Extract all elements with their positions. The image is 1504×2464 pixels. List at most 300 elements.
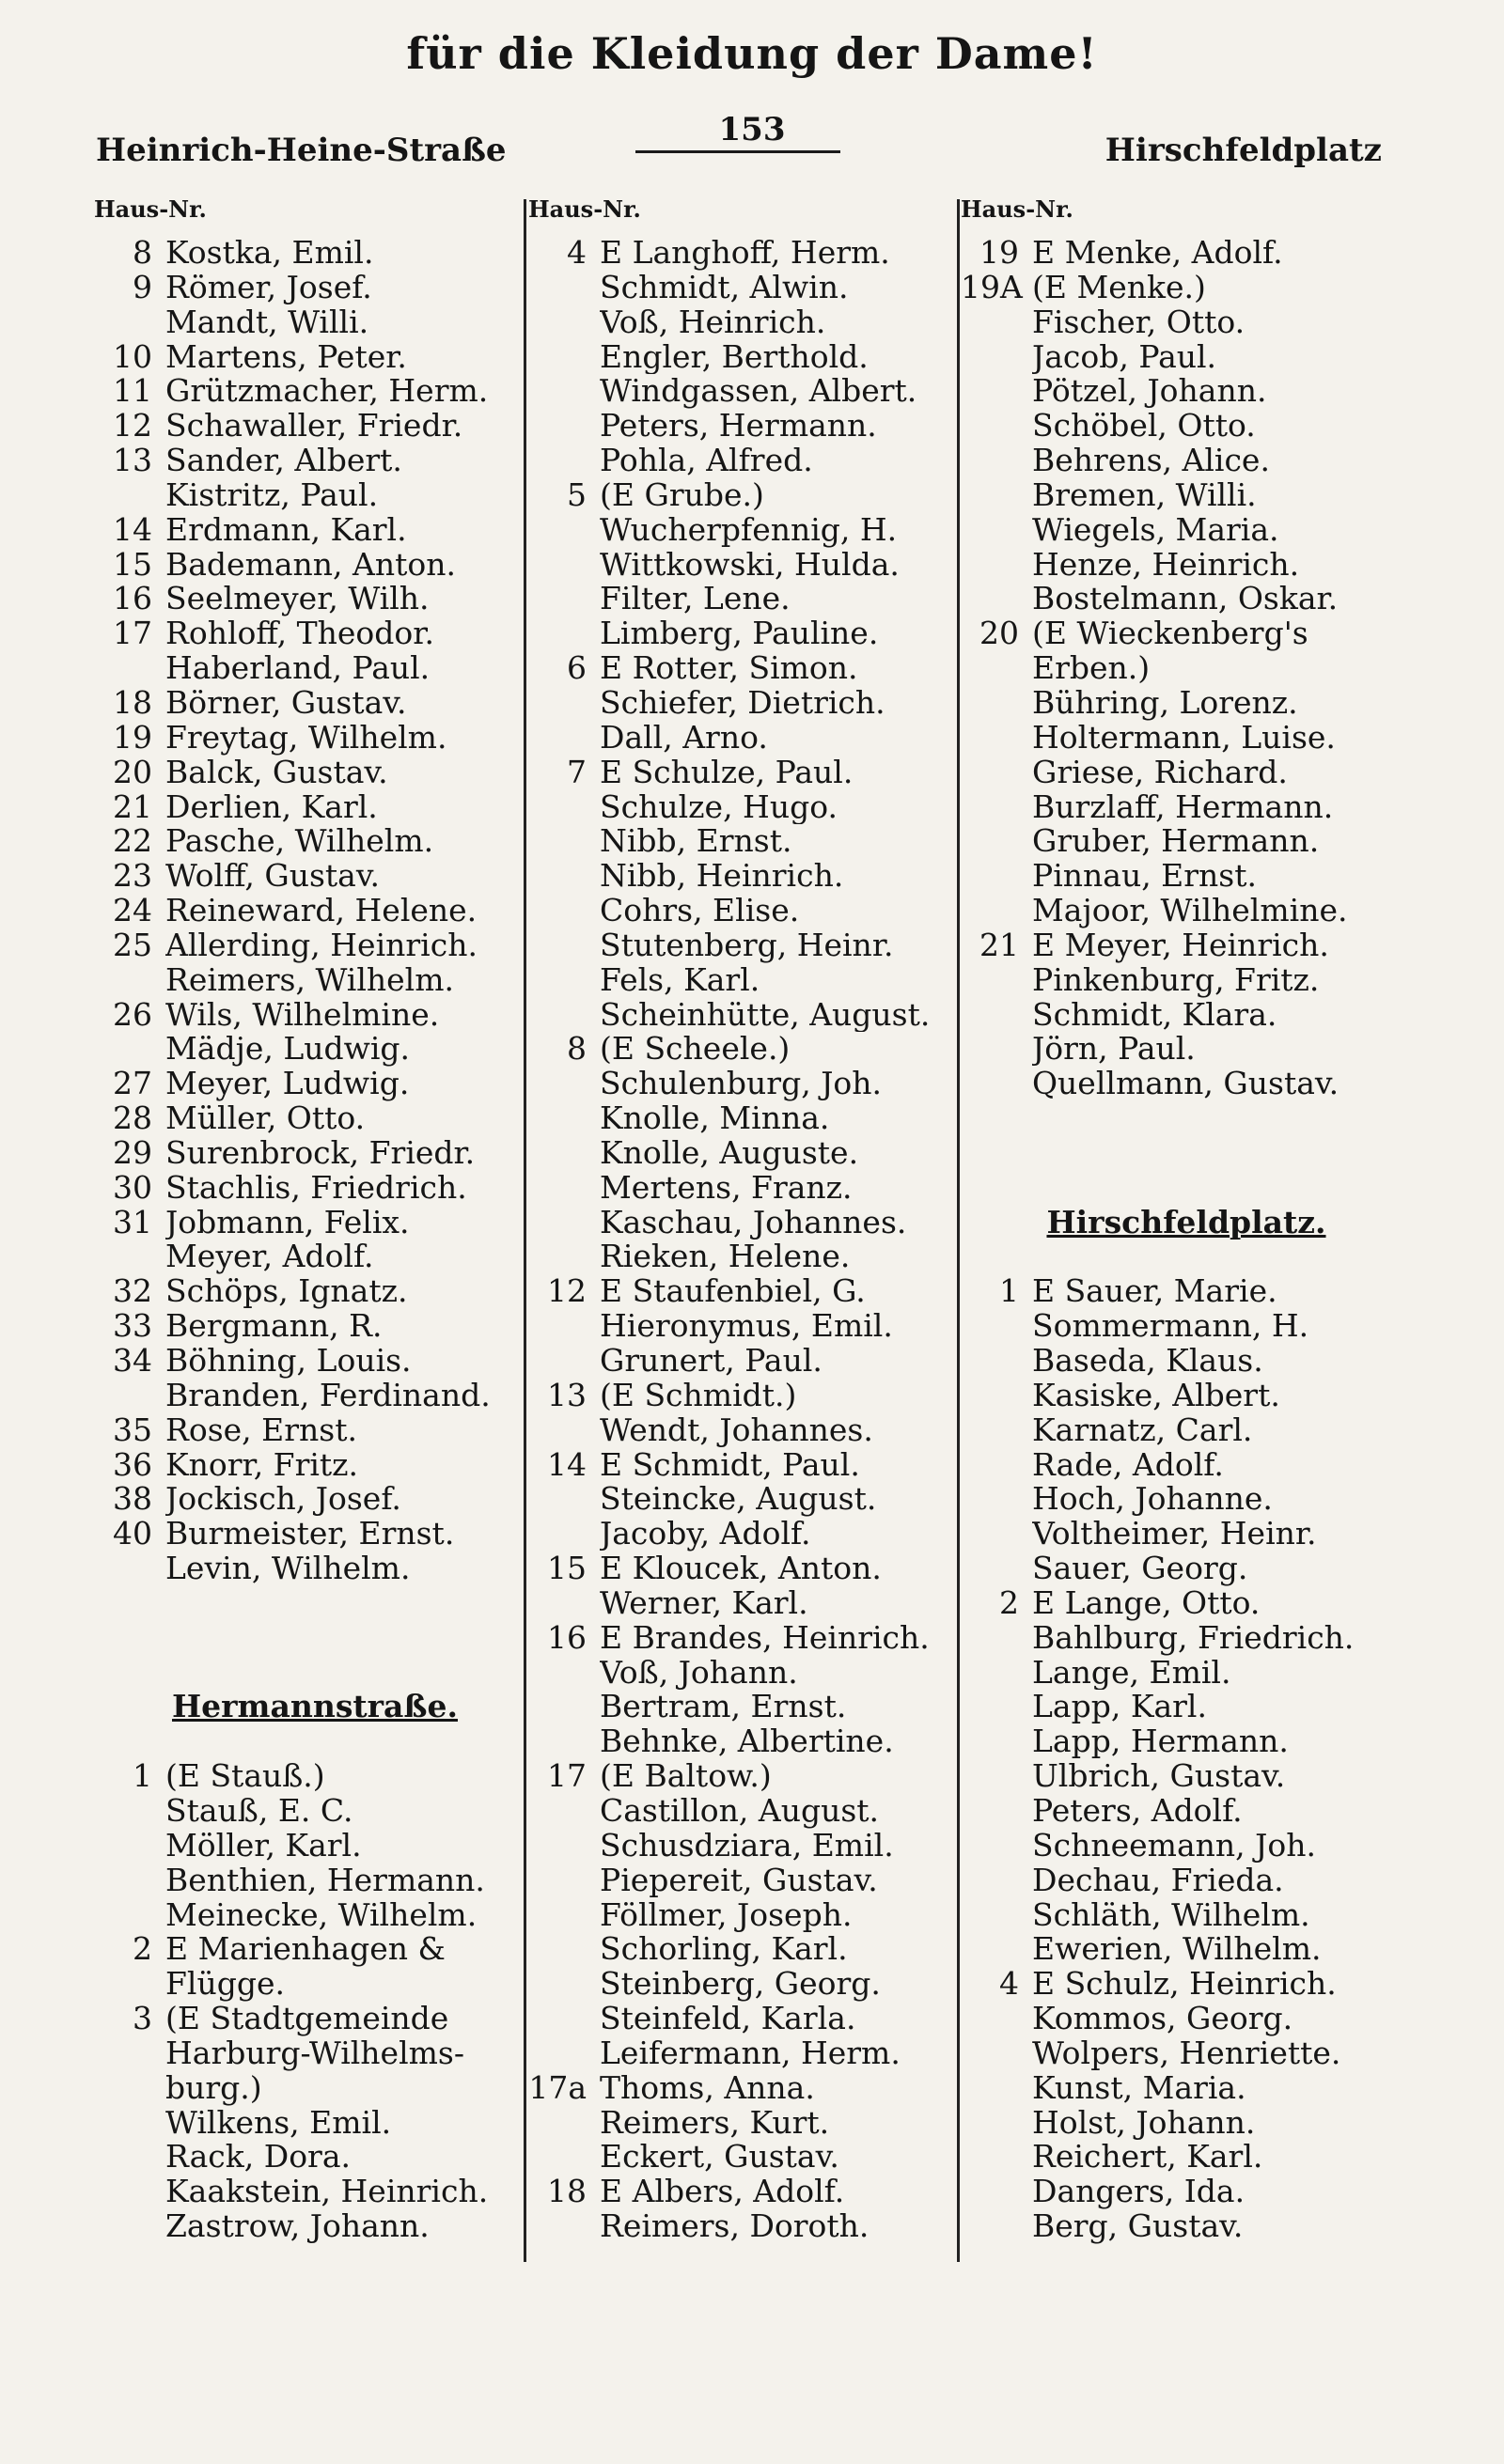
house-number: 25 xyxy=(113,926,152,963)
resident-entry xyxy=(528,1690,951,1724)
spacer xyxy=(961,1101,1412,1136)
resident-name: Cohrs, Elise. xyxy=(600,894,800,928)
resident-name: Ulbrich, Gustav. xyxy=(1032,1759,1286,1794)
house-number: 15 xyxy=(113,545,152,583)
resident-name: Böhning, Louis. xyxy=(165,1344,412,1379)
resident-name: Meyer, Adolf. xyxy=(165,1240,374,1275)
resident-name: Balck, Gustav. xyxy=(165,755,388,790)
house-number xyxy=(528,1586,600,1621)
resident-entry xyxy=(94,2140,536,2175)
resident-entry xyxy=(961,1724,1412,1759)
resident-name: Schusdziara, Emil. xyxy=(600,1828,894,1864)
resident-name: Schawaller, Friedr. xyxy=(165,409,463,444)
house-number xyxy=(961,824,1032,859)
resident-name: Jockisch, Josef. xyxy=(165,1482,401,1518)
house-number xyxy=(94,478,165,513)
resident-entry xyxy=(94,995,536,1033)
resident-name: Piepereit, Gustav. xyxy=(600,1863,878,1898)
house-number xyxy=(528,616,600,651)
resident-entry xyxy=(94,1413,536,1448)
resident-name: Pötzel, Johann. xyxy=(1032,374,1267,410)
resident-entry xyxy=(528,963,951,998)
resident-name: Behrens, Alice. xyxy=(1032,444,1270,478)
house-number xyxy=(528,686,600,721)
resident-name: E Staufenbiel, G. xyxy=(600,1274,866,1310)
house-number xyxy=(528,271,600,305)
resident-name: Henze, Heinrich. xyxy=(1032,547,1300,583)
resident-entry xyxy=(961,1552,1412,1586)
house-number xyxy=(94,305,165,340)
resident-entry xyxy=(528,1656,951,1691)
house-number xyxy=(961,1621,1032,1656)
spacer xyxy=(94,1586,536,1621)
resident-name: (E Stauß.) xyxy=(165,1759,325,1794)
house-number: 36 xyxy=(113,1445,152,1483)
resident-entry xyxy=(94,1759,536,1794)
resident-entry xyxy=(528,444,951,478)
ad-banner: für die Kleidung der Dame! xyxy=(406,28,1098,79)
resident-entry xyxy=(528,753,951,790)
resident-entry xyxy=(528,616,951,651)
house-number: 5 xyxy=(567,476,587,513)
house-number xyxy=(94,1794,165,1829)
resident-name: Nibb, Heinrich. xyxy=(600,859,844,895)
resident-name: Harburg-Wilhelms- xyxy=(165,2035,465,2071)
resident-name: Engler, Berthold. xyxy=(600,339,869,375)
resident-entry xyxy=(94,305,536,340)
resident-name: Sander, Albert. xyxy=(165,444,402,478)
spacer xyxy=(94,1724,536,1759)
resident-entry xyxy=(528,548,951,583)
resident-name: Sommermann, H. xyxy=(1032,1309,1309,1344)
resident-entry xyxy=(94,1168,536,1206)
resident-name: Haberland, Paul. xyxy=(165,651,431,686)
resident-name: Wils, Wilhelmine. xyxy=(165,997,440,1033)
house-number xyxy=(961,686,1032,721)
resident-entry xyxy=(528,1898,951,1933)
resident-name: Rade, Adolf. xyxy=(1032,1447,1224,1483)
resident-name: Bademann, Anton. xyxy=(165,547,456,583)
resident-name: Berg, Gustav. xyxy=(1032,2209,1244,2244)
resident-entry xyxy=(528,1136,951,1171)
resident-entry xyxy=(961,340,1412,375)
resident-entry xyxy=(961,894,1412,928)
house-number: 12 xyxy=(113,407,152,444)
resident-name: Hieronymus, Emil. xyxy=(600,1309,893,1344)
resident-name: (E Stadtgemeinde xyxy=(165,2002,449,2036)
resident-name: Steinberg, Georg. xyxy=(600,1967,881,2003)
resident-name: Fels, Karl. xyxy=(600,962,760,998)
resident-entry xyxy=(961,616,1412,651)
directory-column-1 xyxy=(94,193,536,2244)
resident-name: Leifermann, Herm. xyxy=(600,2035,901,2071)
house-number: 17 xyxy=(547,1757,587,1795)
resident-name: Gruber, Hermann. xyxy=(1032,824,1320,860)
resident-entry xyxy=(528,1445,951,1483)
resident-entry xyxy=(528,1274,951,1309)
resident-name: Mädje, Ludwig. xyxy=(165,1032,411,1068)
resident-entry xyxy=(94,374,536,409)
house-number xyxy=(94,1898,165,1933)
resident-entry xyxy=(528,1552,951,1586)
resident-name: Knorr, Fritz. xyxy=(165,1447,359,1483)
resident-name: Kostka, Emil. xyxy=(165,236,374,271)
house-number xyxy=(961,1309,1032,1344)
resident-name: Stutenberg, Heinr. xyxy=(600,928,894,963)
house-number xyxy=(94,2071,165,2106)
page-number-rule xyxy=(635,150,840,153)
house-number xyxy=(528,1517,600,1552)
resident-entry xyxy=(961,444,1412,478)
house-number xyxy=(961,1829,1032,1864)
resident-name: Wilkens, Emil. xyxy=(165,2105,392,2141)
house-number: 31 xyxy=(113,1203,152,1240)
directory-column-2 xyxy=(528,193,951,2244)
resident-entry xyxy=(961,2106,1412,2141)
resident-entry xyxy=(94,1794,536,1829)
resident-name: Steinfeld, Karla. xyxy=(600,2002,856,2036)
resident-entry xyxy=(94,444,536,478)
house-number: 3 xyxy=(133,2000,152,2037)
house-number xyxy=(961,548,1032,583)
resident-entry xyxy=(94,616,536,651)
resident-name: E Menke, Adolf. xyxy=(1032,236,1283,271)
resident-entry xyxy=(94,753,536,790)
house-number xyxy=(528,444,600,478)
resident-name: Reimers, Kurt. xyxy=(600,2105,830,2141)
resident-entry xyxy=(961,1032,1412,1067)
house-number xyxy=(961,859,1032,894)
resident-entry xyxy=(961,236,1412,271)
resident-name: Kistritz, Paul. xyxy=(165,477,379,513)
house-number xyxy=(94,963,165,998)
resident-name: Meyer, Ludwig. xyxy=(165,1067,410,1102)
resident-name: Peters, Hermann. xyxy=(600,409,877,444)
house-number xyxy=(528,1240,600,1274)
resident-name: Mertens, Franz. xyxy=(600,1170,853,1206)
resident-entry xyxy=(961,1344,1412,1379)
resident-entry xyxy=(94,1240,536,1274)
house-number xyxy=(528,824,600,859)
resident-entry xyxy=(94,1101,536,1136)
house-number xyxy=(528,963,600,998)
house-number xyxy=(961,1413,1032,1448)
resident-name: Wittkowski, Hulda. xyxy=(600,547,900,583)
resident-name: Jobmann, Felix. xyxy=(165,1205,410,1240)
resident-entry xyxy=(528,894,951,928)
resident-entry xyxy=(528,305,951,340)
house-number xyxy=(961,444,1032,478)
resident-entry xyxy=(961,1932,1412,1967)
resident-entry xyxy=(528,2175,951,2209)
house-number: 14 xyxy=(113,510,152,548)
resident-entry xyxy=(528,2140,951,2175)
resident-name: Wolpers, Henriette. xyxy=(1032,2035,1341,2071)
resident-name: Allerding, Heinrich. xyxy=(165,928,478,963)
house-number: 12 xyxy=(547,1272,587,1310)
resident-entry xyxy=(94,2036,536,2071)
resident-name: Quellmann, Gustav. xyxy=(1032,1067,1340,1102)
resident-name: Levin, Wilhelm. xyxy=(165,1552,411,1586)
house-number xyxy=(961,1379,1032,1413)
resident-entry xyxy=(94,1829,536,1864)
resident-name: Schläth, Wilhelm. xyxy=(1032,1897,1310,1933)
resident-name: Flügge. xyxy=(165,1967,285,2003)
resident-entry xyxy=(961,1829,1412,1864)
resident-entry xyxy=(94,2106,536,2141)
resident-name: Pinkenburg, Fritz. xyxy=(1032,962,1320,998)
resident-entry xyxy=(961,2140,1412,2175)
house-number xyxy=(961,1344,1032,1379)
house-number xyxy=(961,582,1032,616)
house-number xyxy=(528,2140,600,2175)
house-number xyxy=(528,859,600,894)
resident-entry xyxy=(961,756,1412,790)
resident-entry xyxy=(528,409,951,444)
resident-entry xyxy=(94,1517,536,1552)
house-number xyxy=(94,1829,165,1864)
house-number xyxy=(528,1067,600,1101)
house-number xyxy=(94,1240,165,1274)
resident-name: Pasche, Wilhelm. xyxy=(165,824,434,860)
resident-entry xyxy=(961,478,1412,513)
resident-name: Wolff, Gustav. xyxy=(165,859,381,895)
house-number xyxy=(961,1932,1032,1967)
house-number xyxy=(528,998,600,1033)
resident-name: Stachlis, Friedrich. xyxy=(165,1170,467,1206)
resident-name: Nibb, Ernst. xyxy=(600,824,792,860)
resident-name: E Rotter, Simon. xyxy=(600,651,858,686)
house-number xyxy=(528,1967,600,2002)
resident-name: Limberg, Pauline. xyxy=(600,616,879,652)
resident-name: Stauß, E. C. xyxy=(165,1793,353,1829)
house-number xyxy=(528,374,600,409)
resident-entry xyxy=(94,582,536,616)
resident-entry xyxy=(94,928,536,963)
resident-name: Karnatz, Carl. xyxy=(1032,1412,1253,1448)
house-number xyxy=(961,1067,1032,1101)
column-divider xyxy=(957,199,960,2262)
resident-name: E Albers, Adolf. xyxy=(600,2175,845,2210)
house-number: 19 xyxy=(113,718,152,756)
spacer xyxy=(94,1621,536,1656)
resident-entry xyxy=(94,824,536,859)
resident-entry xyxy=(961,1379,1412,1413)
house-number xyxy=(528,409,600,444)
resident-entry xyxy=(94,1067,536,1101)
resident-entry xyxy=(961,2209,1412,2244)
resident-name: Lapp, Hermann. xyxy=(1032,1724,1289,1760)
house-number xyxy=(528,1656,600,1691)
resident-entry xyxy=(961,1690,1412,1724)
page-number: 153 xyxy=(718,111,786,148)
resident-name: Kunst, Maria. xyxy=(1032,2070,1246,2106)
resident-name: E Lange, Otto. xyxy=(1032,1585,1261,1621)
resident-name: Zastrow, Johann. xyxy=(165,2209,430,2244)
resident-entry xyxy=(528,236,951,271)
resident-name: (E Wieckenberg's xyxy=(1032,616,1308,652)
house-number xyxy=(961,2209,1032,2244)
street-heading: Hermannstraße. xyxy=(172,1688,458,1725)
house-number xyxy=(528,1101,600,1136)
resident-entry xyxy=(94,1274,536,1309)
house-number: 33 xyxy=(113,1307,152,1345)
resident-name: Baseda, Klaus. xyxy=(1032,1344,1263,1379)
resident-entry xyxy=(528,1240,951,1274)
resident-name: E Meyer, Heinrich. xyxy=(1032,928,1329,963)
house-number xyxy=(94,2036,165,2071)
resident-name: Müller, Otto. xyxy=(165,1101,366,1136)
resident-entry xyxy=(961,2036,1412,2071)
resident-entry xyxy=(961,548,1412,583)
resident-entry xyxy=(961,1967,1412,2002)
resident-name: E Langhoff, Herm. xyxy=(600,236,890,271)
house-number: 18 xyxy=(113,683,152,721)
resident-name: Wucherpfennig, H. xyxy=(600,512,898,548)
house-number xyxy=(94,651,165,686)
house-number xyxy=(94,2106,165,2141)
resident-name: Schulenburg, Joh. xyxy=(600,1067,883,1102)
house-number xyxy=(528,1829,600,1864)
house-number: 9 xyxy=(133,268,152,305)
resident-entry xyxy=(528,1864,951,1898)
house-number xyxy=(961,1032,1032,1067)
resident-name: Pinnau, Ernst. xyxy=(1032,859,1257,895)
house-number xyxy=(961,1552,1032,1586)
house-number: 4 xyxy=(999,1965,1019,2003)
resident-name: E Kloucek, Anton. xyxy=(600,1552,882,1586)
resident-name: (E Scheele.) xyxy=(600,1032,791,1068)
resident-name: Eckert, Gustav. xyxy=(600,2140,839,2175)
house-number: 1 xyxy=(999,1272,1019,1310)
resident-entry xyxy=(961,1517,1412,1552)
resident-name: E Schmidt, Paul. xyxy=(600,1447,860,1483)
resident-name: Lapp, Karl. xyxy=(1032,1690,1207,1725)
resident-name: Surenbrock, Friedr. xyxy=(165,1135,476,1171)
house-number xyxy=(528,582,600,616)
resident-entry xyxy=(94,2209,536,2244)
house-number: 13 xyxy=(547,1376,587,1413)
resident-name: Reichert, Karl. xyxy=(1032,2140,1263,2175)
resident-entry xyxy=(94,1344,536,1379)
house-number: 8 xyxy=(133,234,152,271)
house-number xyxy=(961,2036,1032,2071)
house-number xyxy=(94,2140,165,2175)
house-number xyxy=(961,1448,1032,1483)
resident-entry xyxy=(528,2209,951,2244)
resident-entry xyxy=(528,1517,951,1552)
house-number: 19 xyxy=(979,234,1019,271)
resident-entry xyxy=(94,963,536,998)
house-number: 4 xyxy=(567,234,587,271)
resident-name: Bahlburg, Friedrich. xyxy=(1032,1620,1355,1656)
house-number xyxy=(961,1517,1032,1552)
house-number xyxy=(528,1309,600,1344)
resident-entry xyxy=(528,1586,951,1621)
resident-name: (E Grube.) xyxy=(600,477,764,513)
house-number: 16 xyxy=(113,580,152,617)
resident-entry xyxy=(94,409,536,444)
resident-name: Peters, Adolf. xyxy=(1032,1793,1243,1829)
resident-name: (E Menke.) xyxy=(1032,270,1206,305)
resident-entry xyxy=(528,651,951,686)
resident-name: Steincke, August. xyxy=(600,1482,877,1518)
house-number xyxy=(961,651,1032,686)
resident-entry xyxy=(94,337,536,375)
house-number xyxy=(961,963,1032,998)
street-heading: Hirschfeldplatz. xyxy=(1046,1203,1326,1240)
resident-entry xyxy=(528,1724,951,1759)
resident-entry xyxy=(94,1203,536,1240)
house-number: 34 xyxy=(113,1342,152,1379)
resident-entry xyxy=(961,963,1412,998)
resident-name: Dechau, Frieda. xyxy=(1032,1863,1284,1898)
resident-entry xyxy=(961,1759,1412,1794)
column-heading: Haus-Nr. xyxy=(528,195,641,223)
house-number: 30 xyxy=(113,1168,152,1206)
resident-name: Erben.) xyxy=(1032,651,1151,686)
house-number xyxy=(961,756,1032,790)
entry-list xyxy=(961,236,1412,2244)
resident-entry xyxy=(528,1829,951,1864)
house-number xyxy=(94,1552,165,1586)
resident-name: Römer, Josef. xyxy=(165,270,372,305)
resident-name: Ewerien, Wilhelm. xyxy=(1032,1932,1322,1968)
resident-entry xyxy=(528,582,951,616)
house-number xyxy=(94,2175,165,2209)
column-heading: Haus-Nr. xyxy=(961,195,1073,223)
house-number xyxy=(528,2106,600,2141)
resident-entry xyxy=(528,1618,951,1656)
resident-name: Schmidt, Alwin. xyxy=(600,270,849,305)
resident-entry xyxy=(961,1448,1412,1483)
resident-entry xyxy=(94,1309,536,1344)
resident-entry xyxy=(528,478,951,513)
resident-name: Kaschau, Johannes. xyxy=(600,1205,907,1240)
house-number: 24 xyxy=(113,892,152,929)
house-number: 17 xyxy=(113,615,152,652)
entry-list xyxy=(94,236,536,2244)
resident-name: Dangers, Ida. xyxy=(1032,2175,1246,2210)
resident-entry xyxy=(961,686,1412,721)
resident-entry xyxy=(94,1864,536,1898)
house-number xyxy=(961,513,1032,548)
resident-name: Bostelmann, Oskar. xyxy=(1032,582,1339,617)
resident-name: Filter, Lene. xyxy=(600,582,791,617)
resident-name: Knolle, Minna. xyxy=(600,1101,830,1136)
house-number xyxy=(528,928,600,963)
resident-entry xyxy=(961,374,1412,409)
resident-entry xyxy=(528,859,951,894)
resident-entry xyxy=(94,1445,536,1483)
resident-name: Voltheimer, Heinr. xyxy=(1032,1517,1317,1552)
resident-name: Derlien, Karl. xyxy=(165,789,378,825)
resident-entry xyxy=(528,686,951,721)
house-number: 28 xyxy=(113,1099,152,1137)
resident-entry xyxy=(961,409,1412,444)
resident-entry xyxy=(94,718,536,756)
resident-name: Kasiske, Albert. xyxy=(1032,1378,1280,1413)
resident-entry xyxy=(961,1274,1412,1309)
resident-entry xyxy=(961,1309,1412,1344)
resident-entry xyxy=(528,790,951,825)
resident-name: Rohloff, Theodor. xyxy=(165,616,434,652)
resident-entry xyxy=(94,859,536,894)
resident-name: Burmeister, Ernst. xyxy=(165,1517,455,1552)
resident-entry xyxy=(94,1379,536,1413)
house-number xyxy=(528,1898,600,1933)
resident-name: Sauer, Georg. xyxy=(1032,1552,1248,1586)
